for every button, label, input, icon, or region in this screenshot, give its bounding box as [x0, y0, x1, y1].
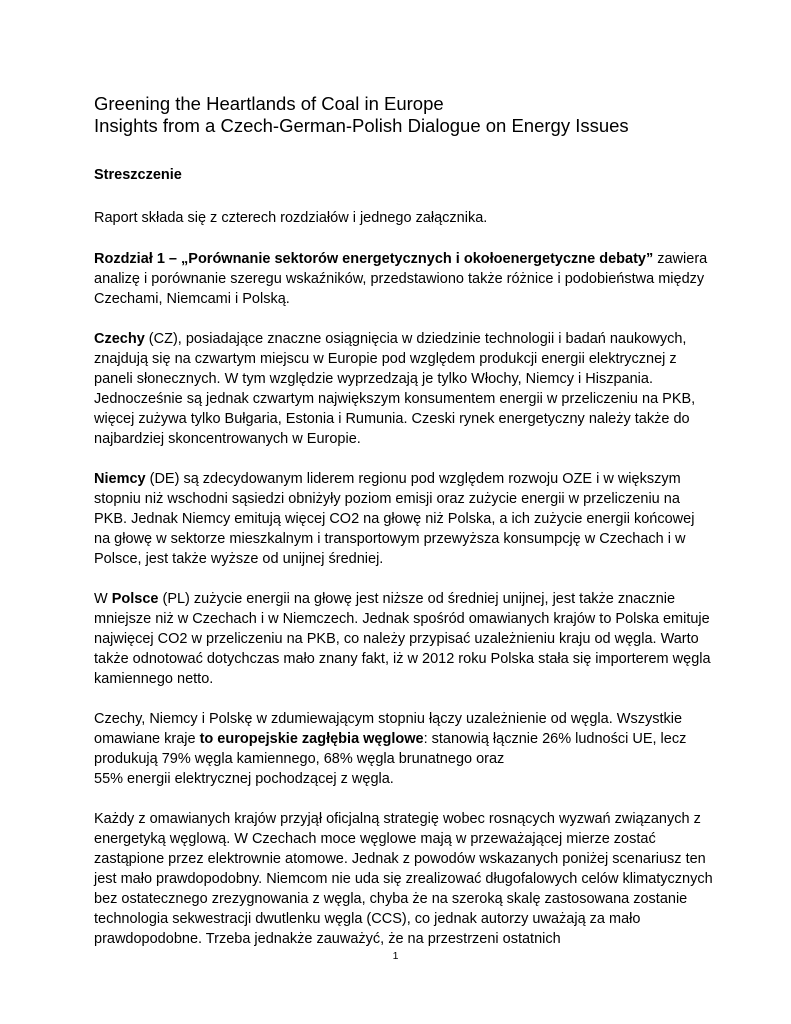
coal-text-last: 55% energii elektrycznej pochodzącej z węgla. [94, 771, 394, 787]
chapter1-title: Rozdział 1 – „Porównanie sektorów energetycznych i okołoenergetyczne debaty” [94, 251, 654, 267]
polska-text: (PL) zużycie energii na głowę jest niższe od średniej unijnej, jest także znacznie mniejsze niż w Czechach i w Niemczech. Jednak spośród omawianych krajów to Polska emituje najwięcej CO2 w przeliczeniu na PKB, co należy przypisać uzależnieniu kraju od węgla. Warto także odnotować dotychczas mało znany fakt, iż w 2012 roku Polska stała się importerem węgla kamiennego netto. [94, 591, 711, 687]
coal-text-pre: Czechy, Niemcy i Polskę w zdumiewającym stopniu łączy uzależnienie od węgla. Wszystkie omawiane kraje [94, 711, 683, 747]
polska-prefix: W [94, 591, 112, 607]
strategy-paragraph: Każdy z omawianych krajów przyjął oficjalną strategię wobec rosnących wyzwań związanych z energetyką węglową. W Czechach moce węglowe mają w przeważającej mierze zostać zastąpione przez elektrownie atomowe. Jednak z powodów wskazanych poniżej scenariusz ten jest mało prawdopodobny. Niemcom nie uda się zrealizować długofalowych celów klimatycznych bez ostatecznego zrezygnowania z węgla, chyba że na szeroką skalę zastosowana zostanie technologia sekwestracji dwutlenku węgla (CCS), co jednak autorzy uważają za mało prawdopodobne. Trzeba jednakże zauważyć, że na przestrzeni ostatnich [94, 811, 713, 947]
czechy-label: Czechy [94, 331, 145, 347]
czechy-paragraph [94, 329, 714, 449]
chapter1-text: zawiera analizę i porównanie szeregu wskaźników, przedstawiono także różnice i podobieństwa między Czechami, Niemcami i Polską. [94, 251, 708, 307]
niemcy-paragraph [94, 469, 714, 569]
document-page [94, 93, 714, 949]
polska-label: Polsce [111, 591, 159, 607]
section-heading: Streszczenie [94, 167, 182, 183]
coal-paragraph [94, 709, 714, 789]
coal-emphasis: to europejskie zagłębia węglowe [199, 731, 424, 747]
document-title [94, 93, 714, 137]
coal-text-mid: : stanowią łącznie 26% ludności UE, lecz produkują 79% węgla kamiennego, 68% węgla brunatnego oraz [94, 731, 687, 767]
intro-paragraph: Raport składa się z czterech rozdziałów i jednego załącznika. [94, 210, 488, 226]
czechy-text: (CZ), posiadające znaczne osiągnięcia w dziedzinie technologii i badań naukowych, znajdują się na czwartym miejscu w Europie pod względem produkcji energii elektrycznej z paneli słonecznych. W tym względzie wyprzedzają je tylko Włochy, Niemcy i Hiszpania. Jednocześnie są jednak czwartym największym konsumentem energii w przeliczeniu na PKB, więcej zużywa tylko Bułgaria, Estonia i Rumunia. Czeski rynek energetyczny należy także do najbardziej skoncentrowanych w Europie. [94, 331, 696, 447]
page-number: 1 [392, 950, 399, 962]
polska-paragraph [94, 589, 714, 689]
title-line-2: Insights from a Czech-German-Polish Dialogue on Energy Issues [94, 115, 629, 136]
niemcy-label: Niemcy [94, 471, 146, 487]
niemcy-text: (DE) są zdecydowanym liderem regionu pod względem rozwoju OZE i w większym stopniu niż wschodni sąsiedzi obniżyły poziom emisji oraz zużycie energii w przeliczeniu na PKB. Jednak Niemcy emitują więcej CO2 na głowę niż Polska, a ich zużycie energii końcowej na głowę w sektorze mieszkalnym i transportowym przewyższa konsumpcję w Czechach i w Polsce, jest także wyższe od unijnej średniej. [94, 471, 695, 567]
chapter1-paragraph [94, 249, 714, 309]
title-line-1: Greening the Heartlands of Coal in Europe [94, 93, 444, 114]
